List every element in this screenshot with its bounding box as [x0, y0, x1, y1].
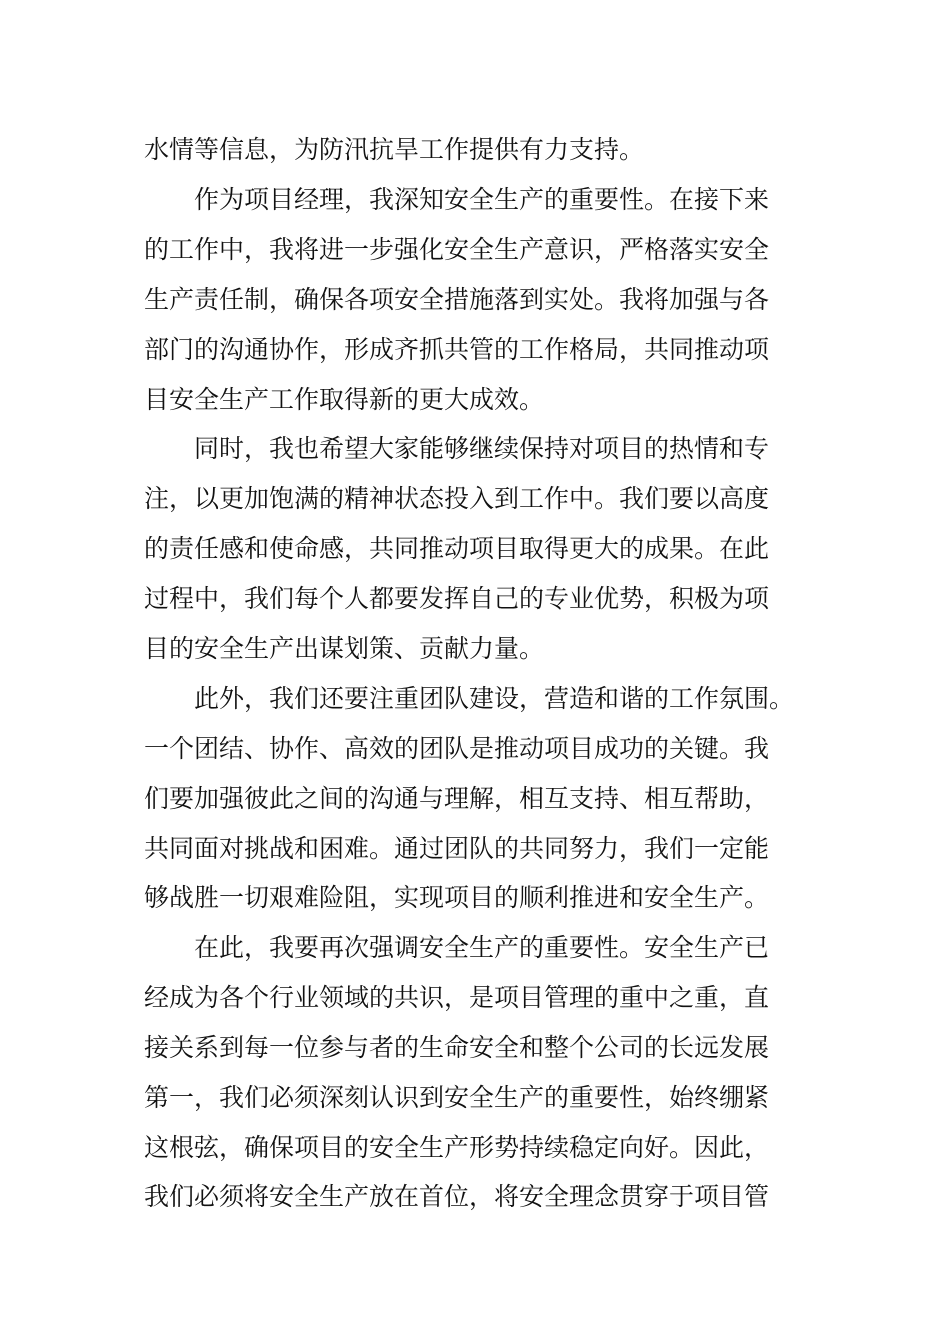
text-line: 这根弦，确保项目的安全生产形势持续稳定向好。因此， [144, 1133, 770, 1162]
text-line: 目安全生产工作取得新的更大成效。 [144, 385, 545, 414]
text-line: 第一，我们必须深刻认识到安全生产的重要性，始终绷紧 [144, 1083, 770, 1112]
text-line: 的工作中，我将进一步强化安全生产意识，严格落实安全 [144, 235, 770, 264]
text-line: 共同面对挑战和困难。通过团队的共同努力，我们一定能 [144, 834, 770, 863]
text-line: 们要加强彼此之间的沟通与理解，相互支持、相互帮助， [144, 784, 770, 813]
text-line: 一个团结、协作、高效的团队是推动项目成功的关键。我 [144, 734, 770, 763]
text-line: 够战胜一切艰难险阻，实现项目的顺利推进和安全生产。 [144, 883, 770, 912]
paragraph-first-line: 同时，我也希望大家能够继续保持对项目的热情和专 [194, 434, 770, 463]
paragraph-first-line: 在此，我要再次强调安全生产的重要性。安全生产已 [194, 933, 770, 962]
text-line: 注，以更加饱满的精神状态投入到工作中。我们要以高度 [144, 484, 770, 513]
paragraph-first-line: 此外，我们还要注重团队建设，营造和谐的工作氛围。 [194, 684, 795, 713]
text-line: 生产责任制，确保各项安全措施落到实处。我将加强与各 [144, 285, 770, 314]
text-line: 目的安全生产出谋划策、贡献力量。 [144, 634, 545, 663]
text-line: 我们必须将安全生产放在首位，将安全理念贯穿于项目管 [144, 1182, 770, 1211]
text-line: 过程中，我们每个人都要发挥自己的专业优势，积极为项 [144, 584, 770, 613]
text-line: 的责任感和使命感，共同推动项目取得更大的成果。在此 [144, 534, 770, 563]
text-line: 部门的沟通协作，形成齐抓共管的工作格局，共同推动项 [144, 335, 770, 364]
paragraph-first-line: 作为项目经理，我深知安全生产的重要性。在接下来 [194, 185, 770, 214]
text-line: 水情等信息，为防汛抗旱工作提供有力支持。 [144, 135, 645, 164]
text-line: 接关系到每一位参与者的生命安全和整个公司的长远发展 [144, 1033, 770, 1062]
text-line: 经成为各个行业领域的共识，是项目管理的重中之重，直 [144, 983, 770, 1012]
